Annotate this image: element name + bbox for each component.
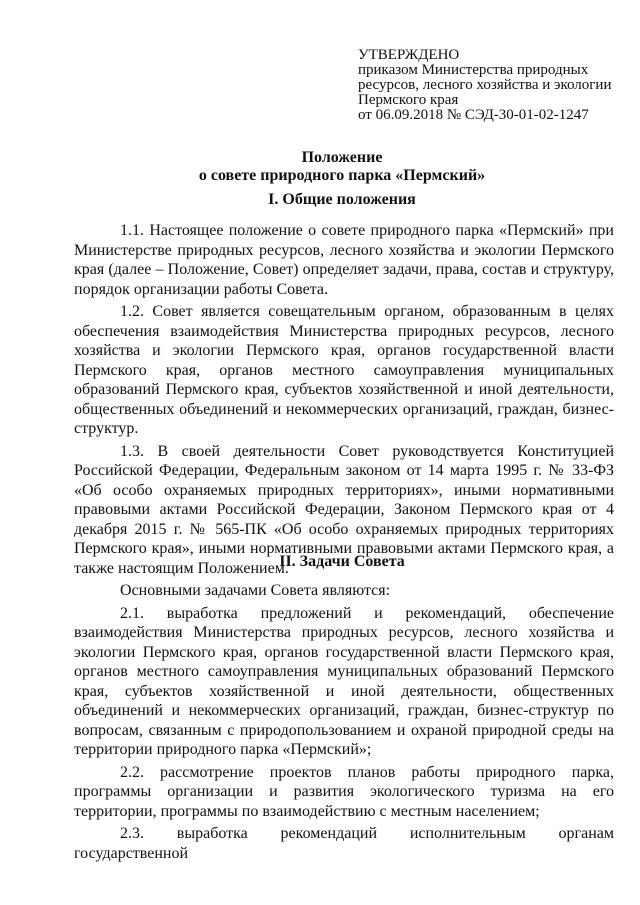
approval-title: УТВЕРЖДЕНО	[358, 47, 460, 63]
section-tasks-body	[74, 581, 614, 866]
paragraph-2-3: 2.3. выработка рекомендаций исполнительным органам государственной	[74, 825, 614, 862]
section-heading-tasks: II. Задачи Совета	[279, 553, 405, 570]
approval-line: ресурсов, лесного хозяйства и экологии	[358, 77, 612, 93]
paragraph-1-3: 1.3. В своей деятельности Совет руководствуется Конституцией Российской Федерации, Федеральным законом от 14 марта 1995 г. № 33-ФЗ «Об особо охраняемых природных территориях», иными нормативными правовыми актами Российской Федерации, Законом Пермского края от 4 декабря 2015 г. № 565-ПК «Об особо охраняемых природных территориях Пермского края», иными нормативными правовыми актами Пермского края, а также настоящим Положением.	[74, 442, 614, 577]
section-general-body	[74, 221, 614, 581]
paragraph-1-2: 1.2. Совет является совещательным органом, образованным в целях обеспечения взаимодействия Министерства природных ресурсов, лесного хозяйства и экологии Пермского края, органов государственной власти Пермского края, органов местного самоуправления муниципальных образований Пермского края, субъектов хозяйственной и иной деятельности, общественных объединений и некоммерческих организаций, граждан, бизнес-структур.	[74, 303, 614, 437]
paragraph-1-1: 1.1. Настоящее положение о совете природного парка «Пермский» при Министерстве природных ресурсов, лесного хозяйства и экологии Пермского края (далее – Положение, Совет) определяет задачи, права, состав и структуру, порядок организации работы Совета.	[74, 222, 614, 298]
document-title-line2: о совете природного парка «Пермский»	[198, 167, 486, 184]
approval-date-number: от 06.09.2018 № СЭД-30-01-02-1247	[358, 107, 589, 123]
approval-line: Пермского края	[358, 92, 459, 108]
section-heading-general: I. Общие положения	[268, 191, 416, 208]
paragraph-2-1: 2.1. выработка предложений и рекомендаций, обеспечение взаимодействия Министерства природных ресурсов, лесного хозяйства и экологии Пермского края, органов государственной власти Пермского края, органов местного самоуправления муниципальных образований Пермского края, субъектов хозяйственной и иной деятельности, общественных объединений и некоммерческих организаций, граждан, бизнес-структур по вопросам, связанным с природопользованием и охраной природной среды на территории природного парка «Пермский»;	[74, 604, 614, 758]
document-title-line1: Положение	[301, 149, 383, 166]
approval-stamp	[358, 48, 628, 123]
paragraph-2-2: 2.2. рассмотрение проектов планов работы природного парка, программы организации и развития экологического туризма на его территории, программы по взаимодействию с местным населением;	[74, 763, 614, 820]
tasks-intro: Основными задачами Совета являются:	[120, 582, 391, 599]
approval-line: приказом Министерства природных	[358, 62, 589, 78]
document-title	[70, 149, 614, 185]
